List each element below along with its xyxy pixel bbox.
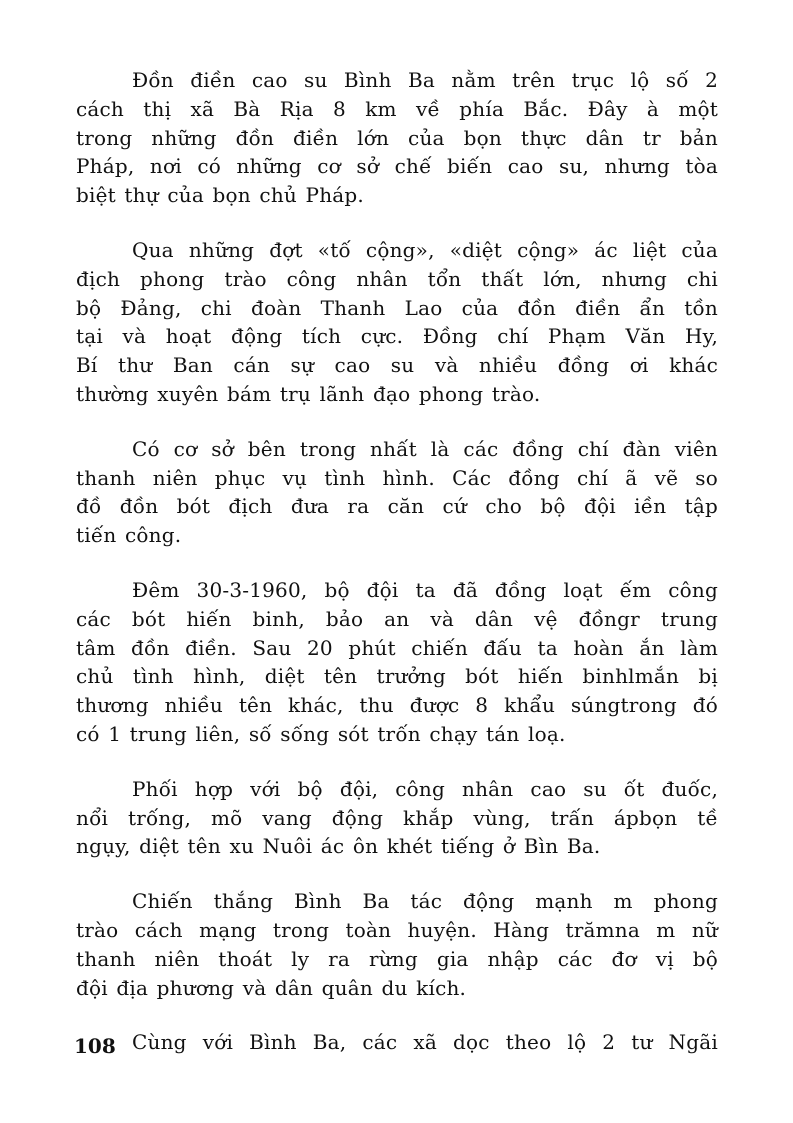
text-line: các bót hiến binh, bảo an và dân vệ đồngr trung xyxy=(76,606,718,631)
text-line: biệt thự của bọn chủ Pháp. xyxy=(76,183,364,208)
text-line: tiến công. xyxy=(76,523,182,548)
text-line: bộ Đảng, chi đoàn Thanh Lao của đồn điền ẩn tồn xyxy=(76,295,718,320)
text-line: nổi trống, mõ vang động khắp vùng, trấn ápbọn tề xyxy=(76,805,718,830)
body-text xyxy=(76,66,718,1083)
text-line: Chiến thắng Bình Ba tác động mạnh m phong xyxy=(132,889,718,914)
text-line: trong những đồn điền lớn của bọn thực dân tr bản xyxy=(76,125,718,150)
text-line: có 1 trung liên, số sống sót trốn chạy tán loạ. xyxy=(76,721,566,746)
paragraph-4 xyxy=(76,576,718,749)
text-line: Đồn điền cao su Bình Ba nằm trên trục lộ số 2 xyxy=(132,68,718,92)
text-line: chủ tình hình, diệt tên trưởng bót hiến binhlmắn bị xyxy=(76,664,718,689)
text-line: Qua những đợt «tố cộng», «diệt cộng» ác liệt của xyxy=(132,237,718,262)
text-line: địch phong trào công nhân tổn thất lớn, nhưng chi xyxy=(76,266,718,291)
text-line: Pháp, nơi có những cơ sở chế biến cao su, nhưng tòa xyxy=(76,154,718,179)
paragraph-5 xyxy=(76,775,718,861)
paragraph-3 xyxy=(76,435,718,550)
text-line: Có cơ sở bên trong nhất là các đồng chí đàn viên xyxy=(132,436,718,461)
text-line: ngụy, diệt tên xu Nuôi ác ôn khét tiếng ở Bìn Ba. xyxy=(76,834,601,859)
text-line: cách thị xã Bà Rịa 8 km về phía Bắc. Đây à một xyxy=(76,96,718,121)
paragraph-6 xyxy=(76,887,718,1002)
text-line: đội địa phương và dân quân du kích. xyxy=(76,975,467,1000)
text-line: Đêm 30-3-1960, bộ đội ta đã đồng loạt ếm công xyxy=(132,577,718,602)
text-line: Bí thư Ban cán sự cao su và nhiều đồng ơi khác xyxy=(76,353,718,378)
text-line: trào cách mạng trong toàn huyện. Hàng trămna m nữ xyxy=(76,917,718,942)
text-line: thường xuyên bám trụ lãnh đạo phong trào. xyxy=(76,381,541,406)
text-line: tâm đồn điền. Sau 20 phút chiến đấu ta hoàn ắn làm xyxy=(76,635,718,660)
text-line: thanh niên thoát ly ra rừng gia nhập các đơ vị bộ xyxy=(76,946,718,971)
paragraph-2 xyxy=(76,236,718,409)
paragraph-1 xyxy=(76,66,718,210)
text-line: đồ đồn bót địch đưa ra căn cứ cho bộ đội iền tập xyxy=(76,494,718,519)
text-line: thanh niên phục vụ tình hình. Các đồng chí ã vẽ so xyxy=(76,465,718,490)
text-line: Cùng với Bình Ba, các xã dọc theo lộ 2 tư Ngãi xyxy=(132,1030,718,1055)
text-line: thương nhiều tên khác, thu được 8 khẩu súngtrong đó xyxy=(76,693,718,718)
paragraph-7 xyxy=(76,1028,718,1057)
page-number: 108 xyxy=(74,1034,116,1058)
text-line: Phối hợp với bộ đội, công nhân cao su ốt đuốc, xyxy=(132,776,718,801)
text-line: tại và hoạt động tích cực. Đồng chí Phạm Văn Hy, xyxy=(76,324,718,349)
